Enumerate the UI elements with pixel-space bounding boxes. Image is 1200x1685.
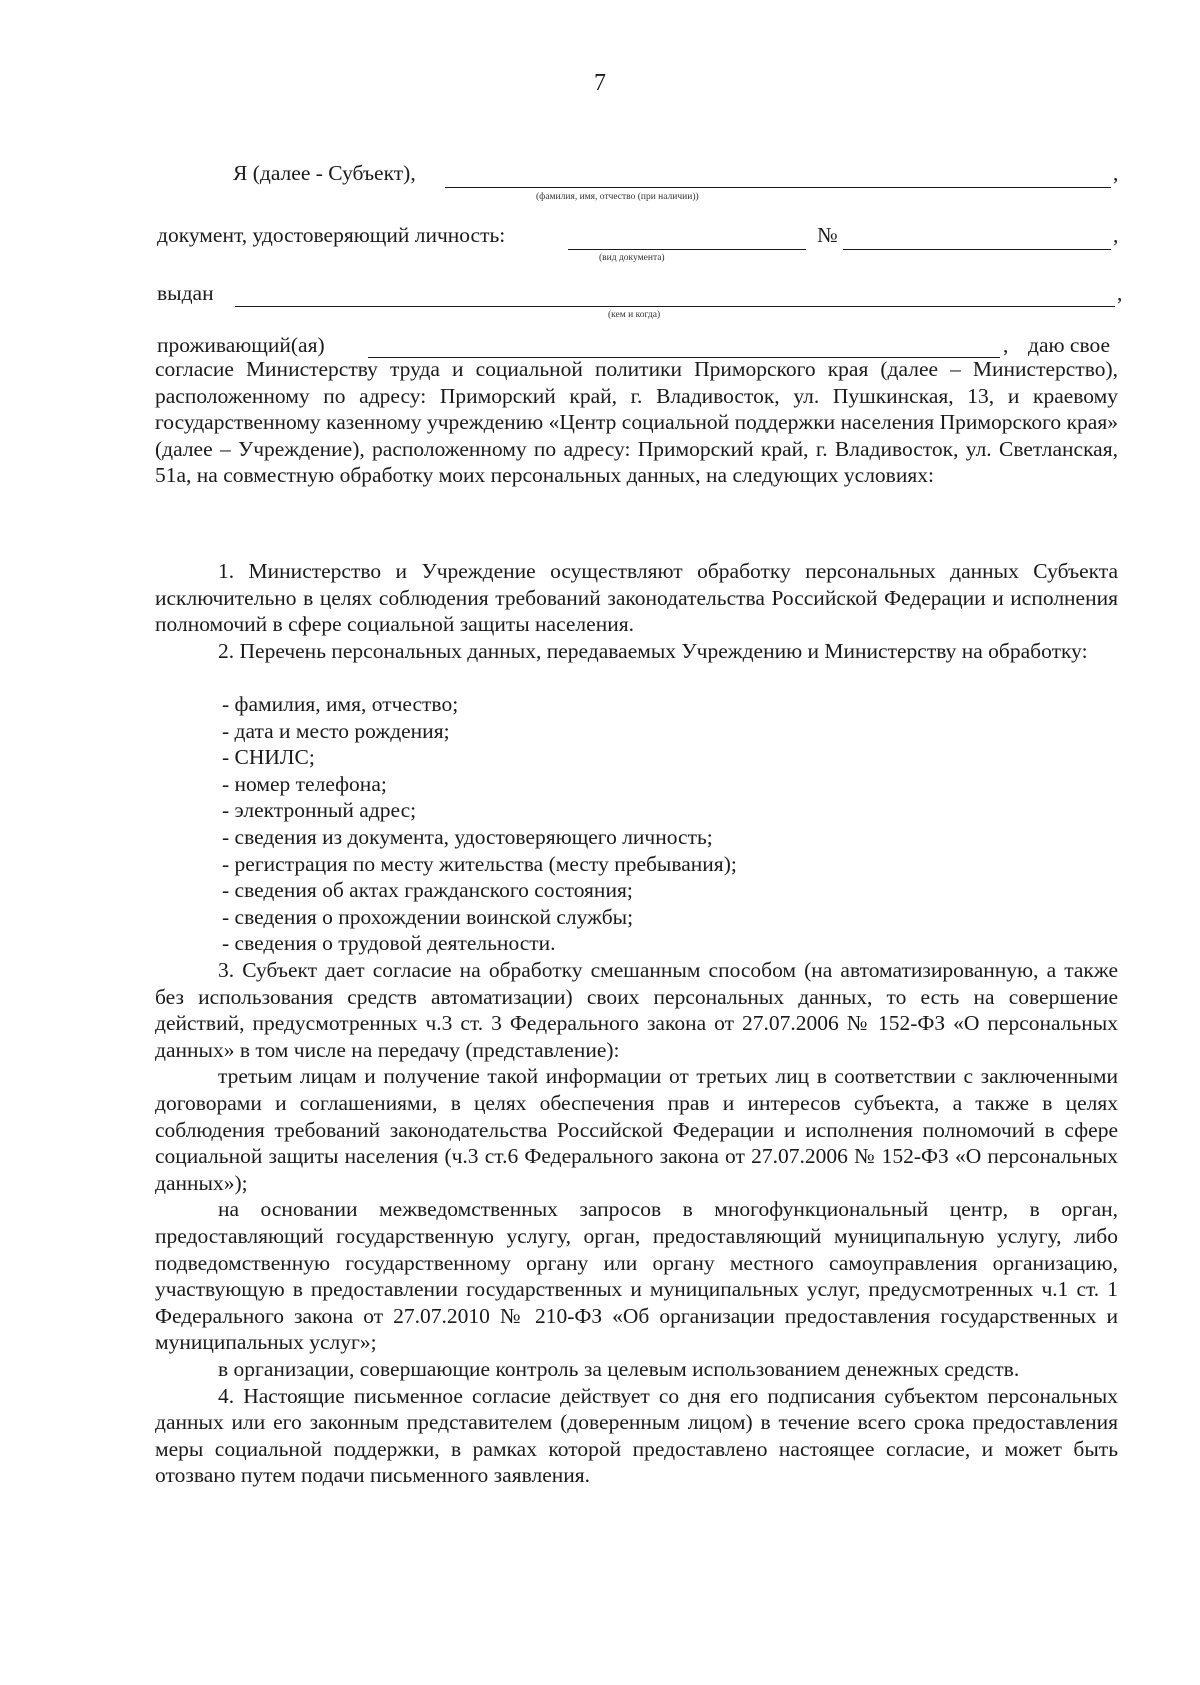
page-number: 7 bbox=[594, 70, 606, 96]
clause-2: 2. Перечень персональных данных, передаваемых Учреждению и Министерству на обработку: bbox=[218, 638, 1088, 663]
subject-comma: , bbox=[1113, 161, 1119, 185]
list-item: - сведения из документа, удостоверяющего личность; bbox=[222, 824, 713, 849]
list-item: - дата и место рождения; bbox=[222, 718, 450, 743]
issued-comma: , bbox=[1117, 281, 1123, 305]
issued-by-field[interactable] bbox=[235, 306, 1115, 307]
consent-phrase: даю свое bbox=[1028, 333, 1111, 357]
clause-1: 1. Министерство и Учреждение осуществляют обработку персональных данных Субъекта исключительно в целях соблюдения требований законодательства Российской Федерации и исполнения полномочий в сфере социальной защиты населения. bbox=[155, 559, 1118, 637]
clauses-1-2 bbox=[155, 558, 1118, 664]
personal-data-list bbox=[222, 691, 1118, 957]
clauses-3-4 bbox=[155, 957, 1118, 1489]
list-item: - номер телефона; bbox=[222, 771, 387, 796]
list-item: - сведения о прохождении воинской службы; bbox=[222, 904, 634, 929]
clause-3-interagency: на основании межведомственных запросов в многофункциональный центр, в орган, предоставляющий государственную услугу, орган, предоставляющий муниципальную услугу, либо подведомственную государственному органу или органу местного самоуправления организацию, участвующую в предоставлении государственных и муниципальных услуг, предусмотренных ч.1 ст. 1 Федерального закона от 27.07.2010 № 210-ФЗ «Об организации предоставления государственных и муниципальных услуг»; bbox=[155, 1197, 1118, 1355]
clause-3-control: в организации, совершающие контроль за целевым использованием денежных средств. bbox=[218, 1356, 1020, 1381]
clause-4: 4. Настоящие письменное согласие действует со дня его подписания субъектом персональных данных или его законным представителем (доверенным лицом) в течение всего срока предоставления меры социальной поддержки, в рамках которой предоставлено настоящее согласие, и может быть отозвано путем подачи письменного заявления. bbox=[155, 1383, 1118, 1488]
identity-doc-type-field[interactable] bbox=[568, 249, 806, 250]
list-item: - регистрация по месту жительства (месту пребывания); bbox=[222, 851, 737, 876]
issued-hint: (кем и когда) bbox=[608, 310, 661, 320]
subject-name-hint: (фамилия, имя, отчество (при наличии)) bbox=[536, 192, 699, 202]
list-item: - сведения о трудовой деятельности. bbox=[222, 931, 556, 956]
intro-block bbox=[155, 356, 1118, 489]
residing-label: проживающий(ая) bbox=[157, 333, 325, 357]
identity-doc-label: документ, удостоверяющий личность: bbox=[157, 223, 506, 247]
list-item: - сведения об актах гражданского состояния; bbox=[222, 878, 633, 903]
issued-label: выдан bbox=[157, 281, 214, 305]
identity-doc-hint: (вид документа) bbox=[599, 253, 665, 263]
number-sign: № bbox=[817, 223, 838, 247]
subject-name-field[interactable] bbox=[445, 187, 1111, 188]
residing-comma: , bbox=[1003, 333, 1009, 357]
list-item: - электронный адрес; bbox=[222, 798, 417, 823]
clause-3-third-parties: третьим лицам и получение такой информации от третьих лиц в соответствии с заключенными договорами и соглашениями, в целях обеспечения прав и интересов субъекта, а также в целях соблюдения требований законодательства Российской Федерации и исполнения полномочий в сфере социальной защиты населения (ч.3 ст.6 Федерального закона от 27.07.2006 № 152-ФЗ «О персональных данных»); bbox=[155, 1064, 1118, 1195]
clause-3: 3. Субъект дает согласие на обработку смешанным способом (на автоматизированную, а также без использования средств автоматизации) своих персональных данных, то есть на совершение действий, предусмотренных ч.3 ст. 3 Федерального закона от 27.07.2006 № 152-ФЗ «О персональных данных» в том числе на передачу (представление): bbox=[155, 958, 1118, 1062]
identity-doc-comma: , bbox=[1113, 223, 1119, 247]
list-item: - фамилия, имя, отчество; bbox=[222, 692, 459, 716]
intro-paragraph: согласие Министерству труда и социальной политики Приморского края (далее – Министерство), расположенному по адресу: Приморский край, г. Владивосток, ул. Пушкинская, 13, и краевому государственному казенному учреждению «Центр социальной поддержки населения Приморского края» (далее – Учреждение), расположенному по адресу: Приморский край, г. Владивосток, ул. Светланская, 51а, на совместную обработку моих персональных данных, на следующих условиях: bbox=[155, 357, 1118, 488]
list-item: - СНИЛС; bbox=[222, 745, 315, 770]
subject-label: Я (далее - Субъект), bbox=[233, 161, 416, 185]
identity-doc-number-field[interactable] bbox=[843, 249, 1111, 250]
